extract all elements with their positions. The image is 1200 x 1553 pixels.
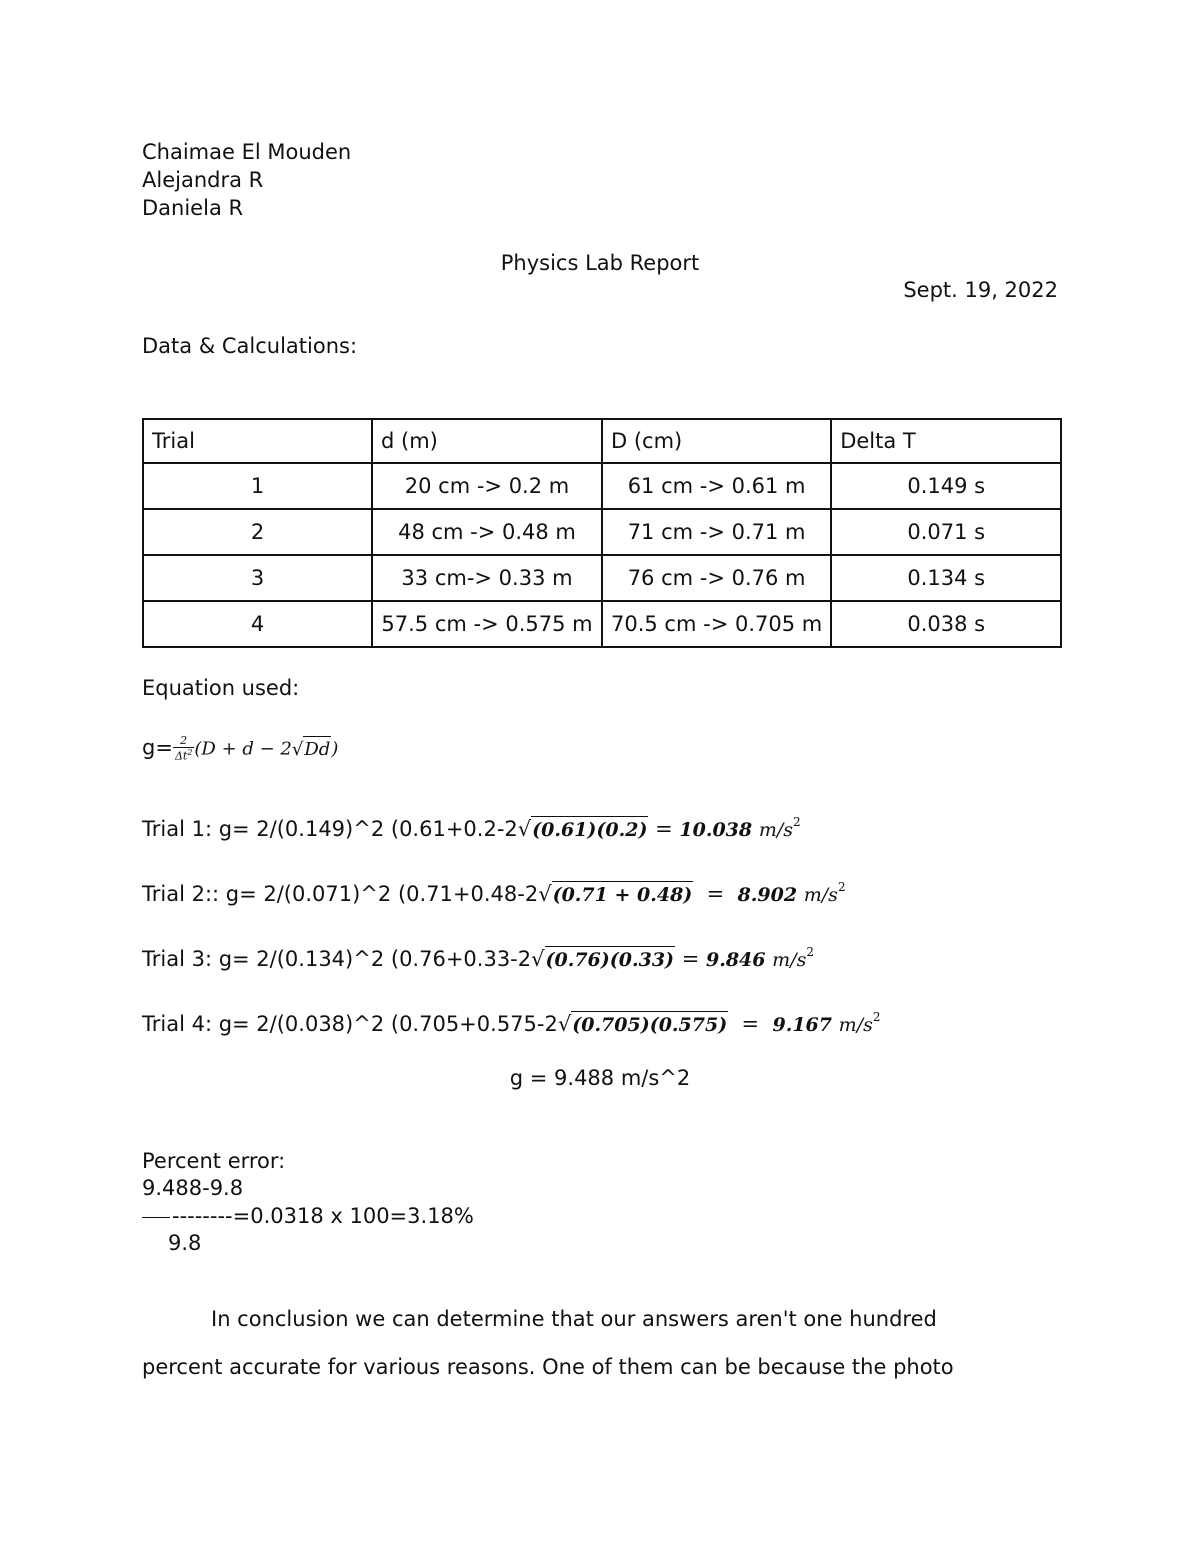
fraction-bar — [142, 1217, 170, 1218]
equation-fraction — [173, 734, 194, 763]
trial-result: 9.846 — [705, 949, 766, 971]
cell-D: 71 cm -> 0.71 m — [602, 509, 831, 555]
cell-D: 70.5 cm -> 0.705 m — [602, 601, 831, 647]
trial-equals: = — [728, 1012, 773, 1036]
author-1: Chaimae El Mouden — [142, 140, 352, 164]
trial-result: 8.902 — [737, 884, 798, 906]
trial-radicand: (0.71 + 0.48) — [552, 881, 694, 906]
author-2: Alejandra R — [142, 168, 264, 192]
trial-unit: m/s — [803, 884, 838, 906]
cell-D: 76 cm -> 0.76 m — [602, 555, 831, 601]
cell-d: 48 cm -> 0.48 m — [372, 509, 602, 555]
header-delta-t: Delta T — [831, 419, 1061, 463]
trial-4-calculation — [142, 1011, 880, 1035]
trial-prefix: Trial 2:: g= 2/(0.071)^2 (0.71+0.48-2 — [142, 882, 539, 906]
trial-result: 9.167 — [772, 1014, 832, 1036]
equation-close: ) — [331, 738, 339, 760]
trial-prefix: Trial 4: g= 2/(0.038)^2 (0.705+0.575-2 — [142, 1012, 558, 1036]
cell-d: 33 cm-> 0.33 m — [372, 555, 602, 601]
equation-sqrt: √Dd — [292, 739, 331, 761]
trial-radicand: (0.76)(0.33) — [545, 946, 676, 971]
trial-unit-exponent: 2 — [806, 945, 814, 959]
cell-trial: 4 — [143, 601, 372, 647]
cell-delta-t: 0.038 s — [831, 601, 1061, 647]
table-header-row — [143, 419, 1061, 463]
table-row — [143, 601, 1061, 647]
report-date: Sept. 19, 2022 — [903, 278, 1058, 302]
trial-radicand: (0.61)(0.2) — [531, 816, 648, 841]
trial-sqrt: √(0.61)(0.2) — [517, 817, 648, 841]
percent-error-result-line — [172, 1206, 474, 1227]
trial-equals: = — [693, 882, 738, 906]
table-row — [143, 509, 1061, 555]
equation-label: Equation used: — [142, 676, 300, 700]
trial-1-calculation — [142, 816, 801, 840]
trial-unit: m/s — [838, 1014, 873, 1036]
trial-prefix: Trial 1: g= 2/(0.149)^2 (0.61+0.2-2 — [142, 817, 518, 841]
trial-radicand: (0.705)(0.575) — [571, 1011, 728, 1036]
general-equation — [142, 734, 338, 763]
data-table — [142, 418, 1062, 648]
equation-open: (D + d − 2 — [194, 738, 292, 760]
conclusion-line-1: In conclusion we can determine that our answers aren't one hundred — [211, 1307, 937, 1331]
fraction-denominator: Δt — [174, 749, 188, 763]
trial-result: 10.038 — [679, 819, 753, 841]
percent-error-dashes: -------- — [172, 1204, 233, 1228]
fraction-numerator: 2 — [173, 734, 194, 748]
trial-sqrt: √(0.76)(0.33) — [531, 947, 675, 971]
trial-2-calculation — [142, 881, 846, 905]
header-d: d (m) — [372, 419, 602, 463]
percent-error-denominator: 9.8 — [168, 1231, 202, 1255]
cell-trial: 3 — [143, 555, 372, 601]
author-3: Daniela R — [142, 196, 244, 220]
conclusion-line-2: percent accurate for various reasons. One of them can be because the photo — [142, 1355, 954, 1379]
header-D: D (cm) — [602, 419, 831, 463]
trial-unit-exponent: 2 — [872, 1010, 881, 1024]
table-row — [143, 555, 1061, 601]
percent-error-numerator: 9.488-9.8 — [142, 1176, 244, 1200]
trial-unit-exponent: 2 — [837, 880, 846, 894]
cell-D: 61 cm -> 0.61 m — [602, 463, 831, 509]
trial-sqrt: √(0.71 + 0.48) — [538, 882, 693, 906]
trial-unit: m/s — [758, 819, 793, 841]
report-title: Physics Lab Report — [500, 251, 700, 275]
header-trial: Trial — [143, 419, 372, 463]
trial-prefix: Trial 3: g= 2/(0.134)^2 (0.76+0.33-2 — [142, 947, 532, 971]
cell-trial: 1 — [143, 463, 372, 509]
trial-sqrt: √(0.705)(0.575) — [557, 1012, 728, 1036]
fraction-exponent: 2 — [187, 748, 193, 758]
cell-trial: 2 — [143, 509, 372, 555]
trial-unit: m/s — [772, 949, 807, 971]
cell-delta-t: 0.149 s — [831, 463, 1061, 509]
cell-d: 20 cm -> 0.2 m — [372, 463, 602, 509]
cell-d: 57.5 cm -> 0.575 m — [372, 601, 602, 647]
cell-delta-t: 0.134 s — [831, 555, 1061, 601]
average-g: g = 9.488 m/s^2 — [509, 1066, 691, 1090]
equation-radicand: Dd — [303, 736, 331, 760]
trial-unit-exponent: 2 — [792, 815, 801, 829]
percent-error-result: =0.0318 x 100=3.18% — [232, 1204, 474, 1228]
trial-3-calculation — [142, 946, 814, 970]
cell-delta-t: 0.071 s — [831, 509, 1061, 555]
trial-equals: = — [675, 947, 706, 971]
section-heading-data: Data & Calculations: — [142, 334, 358, 358]
table-row — [143, 463, 1061, 509]
percent-error-label: Percent error: — [142, 1149, 286, 1173]
trial-equals: = — [648, 817, 680, 841]
equation-lhs: g= — [142, 735, 173, 760]
